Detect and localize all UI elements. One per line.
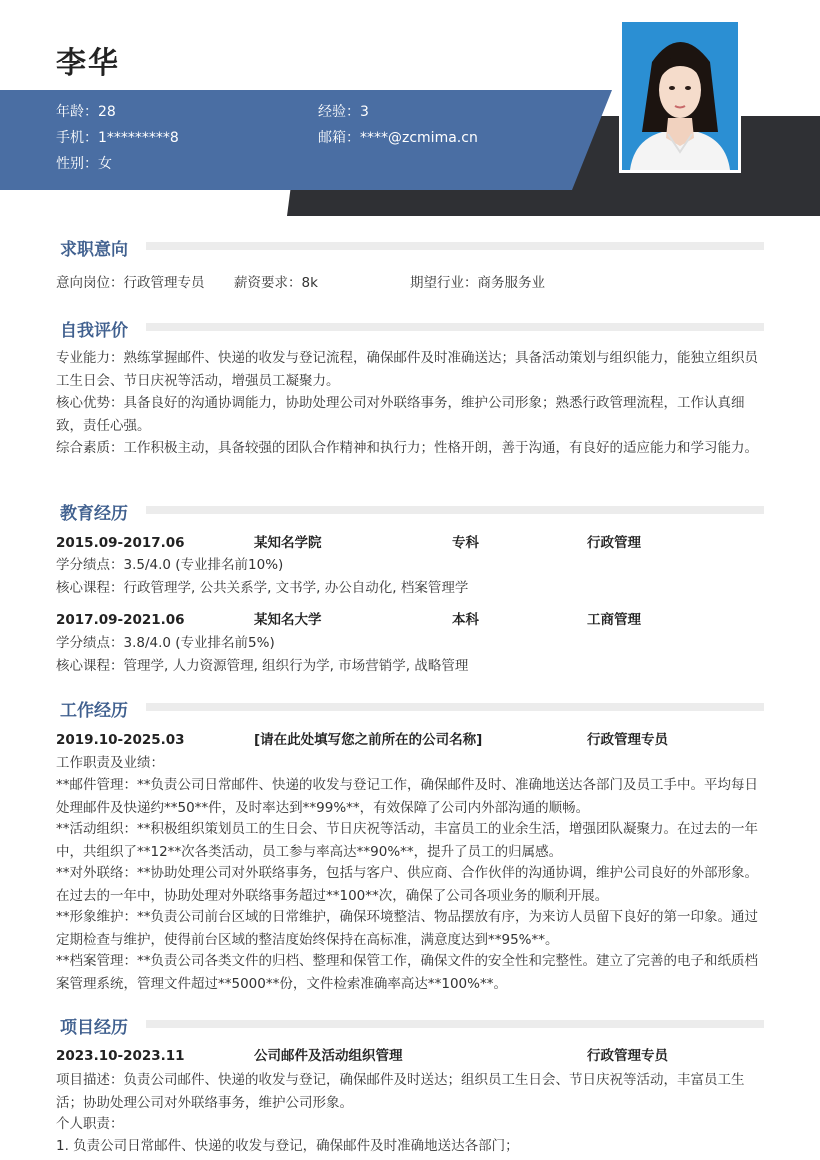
edu-courses: 核心课程：管理学, 人力资源管理, 组织行为学, 市场营销学, 战略管理 xyxy=(56,658,469,674)
gender-field xyxy=(56,153,112,173)
intent-salary: 薪资要求：8k xyxy=(234,275,318,291)
edu-courses: 核心课程：行政管理学, 公共关系学, 文书学, 办公自动化, 档案管理学 xyxy=(56,580,469,596)
edu-period: 2017.09-2021.06 xyxy=(56,612,185,628)
section-title-work: 工作经历 xyxy=(60,701,128,721)
candidate-name: 李华 xyxy=(56,46,120,81)
project-name: 公司邮件及活动组织管理 xyxy=(254,1048,403,1064)
work-company: [请在此处填写您之前所在的公司名称] xyxy=(254,732,483,748)
edu-period: 2015.09-2017.06 xyxy=(56,535,185,551)
email-field xyxy=(318,127,478,147)
section-title-intent: 求职意向 xyxy=(60,240,128,260)
work-item-archive: **档案管理：**负责公司各类文件的归档、整理和保管工作，确保文件的安全性和完整性。建立了完善的电子和纸质档案管理系统，管理文件超过**5000**份，文件检索准确率高达**100%**。 xyxy=(56,953,758,992)
section-divider xyxy=(146,1020,764,1028)
email-label: 邮箱： xyxy=(318,130,360,146)
experience-value: 3 xyxy=(360,104,369,120)
self-eval-strengths: 核心优势：具备良好的沟通协调能力，协助处理公司对外联络事务，维护公司形象；熟悉行政管理流程，工作认真细致，责任心强。 xyxy=(56,395,745,434)
portrait-image xyxy=(622,22,738,170)
edu-major: 工商管理 xyxy=(587,612,641,628)
work-item-mail: **邮件管理：**负责公司日常邮件、快递的收发与登记工作，确保邮件及时、准确地送达各部门及员工手中。平均每日处理邮件及快递约**50**件，及时率达到**99%**，有效保障了公司内外部沟通的顺畅。 xyxy=(56,777,758,816)
gender-label: 性别： xyxy=(56,156,98,172)
work-role: 行政管理专员 xyxy=(587,732,668,748)
work-period: 2019.10-2025.03 xyxy=(56,732,185,748)
section-divider xyxy=(146,323,764,331)
project-role: 行政管理专员 xyxy=(587,1048,668,1064)
edu-degree: 本科 xyxy=(452,612,479,628)
edu-school: 某知名学院 xyxy=(254,535,322,551)
phone-label: 手机： xyxy=(56,130,98,146)
work-item-liaison: **对外联络：**协助处理公司对外联络事务，包括与客户、供应商、合作伙伴的沟通协调，维护公司良好的外部形象。在过去的一年中，协助处理对外联络事务超过**100**次，确保了公司各项业务的顺利开展。 xyxy=(56,865,758,904)
section-title-education: 教育经历 xyxy=(60,504,128,524)
section-divider xyxy=(146,703,764,711)
edu-degree: 专科 xyxy=(452,535,479,551)
edu-gpa: 学分绩点：3.5/4.0 (专业排名前10%) xyxy=(56,557,284,573)
experience-field xyxy=(318,101,369,121)
age-value: 28 xyxy=(98,104,116,120)
work-item-events: **活动组织：**积极组织策划员工的生日会、节日庆祝等活动，丰富员工的业余生活，增强团队凝聚力。在过去的一年中，共组织了**12**次各类活动，员工参与率高达**90%**，提升了员工的归属感。 xyxy=(56,821,758,860)
edu-major: 行政管理 xyxy=(587,535,641,551)
self-eval-professional: 专业能力：熟练掌握邮件、快递的收发与登记流程，确保邮件及时准确送达；具备活动策划与组织能力，能独立组织员工生日会、节日庆祝等活动，增强员工凝聚力。 xyxy=(56,350,758,389)
project-period: 2023.10-2023.11 xyxy=(56,1048,185,1064)
section-title-self-evaluation: 自我评价 xyxy=(60,321,128,341)
gender-value: 女 xyxy=(98,156,112,172)
profile-photo xyxy=(619,19,741,173)
self-eval-qualities: 综合素质：工作积极主动，具备较强的团队合作精神和执行力；性格开朗，善于沟通，有良好的适应能力和学习能力。 xyxy=(56,440,758,456)
phone-field xyxy=(56,127,179,147)
intent-position: 意向岗位：行政管理专员 xyxy=(56,275,205,291)
experience-label: 经验： xyxy=(318,104,360,120)
phone-value: 1*********8 xyxy=(98,130,179,146)
project-duty-item: 1. 负责公司日常邮件、快递的收发与登记，确保邮件及时准确地送达各部门； xyxy=(56,1138,519,1154)
project-duty-label: 个人职责： xyxy=(56,1116,124,1132)
edu-school: 某知名大学 xyxy=(254,612,322,628)
age-label: 年龄： xyxy=(56,104,98,120)
work-item-image: **形象维护：**负责公司前台区域的日常维护，确保环境整洁、物品摆放有序，为来访人员留下良好的第一印象。通过定期检查与维护，使得前台区域的整洁度始终保持在高标准，满意度达到**95%**。 xyxy=(56,909,758,948)
section-divider xyxy=(146,242,764,250)
section-title-project: 项目经历 xyxy=(60,1018,128,1038)
section-divider xyxy=(146,506,764,514)
work-intro: 工作职责及业绩： xyxy=(56,755,164,771)
edu-gpa: 学分绩点：3.8/4.0 (专业排名前5%) xyxy=(56,635,275,651)
intent-industry: 期望行业：商务服务业 xyxy=(410,275,545,291)
project-description: 项目描述：负责公司邮件、快递的收发与登记，确保邮件及时送达；组织员工生日会、节日庆祝等活动，丰富员工生活；协助处理公司对外联络事务，维护公司形象。 xyxy=(56,1072,745,1111)
email-value: ****@zcmima.cn xyxy=(360,130,478,146)
age-field xyxy=(56,101,116,121)
